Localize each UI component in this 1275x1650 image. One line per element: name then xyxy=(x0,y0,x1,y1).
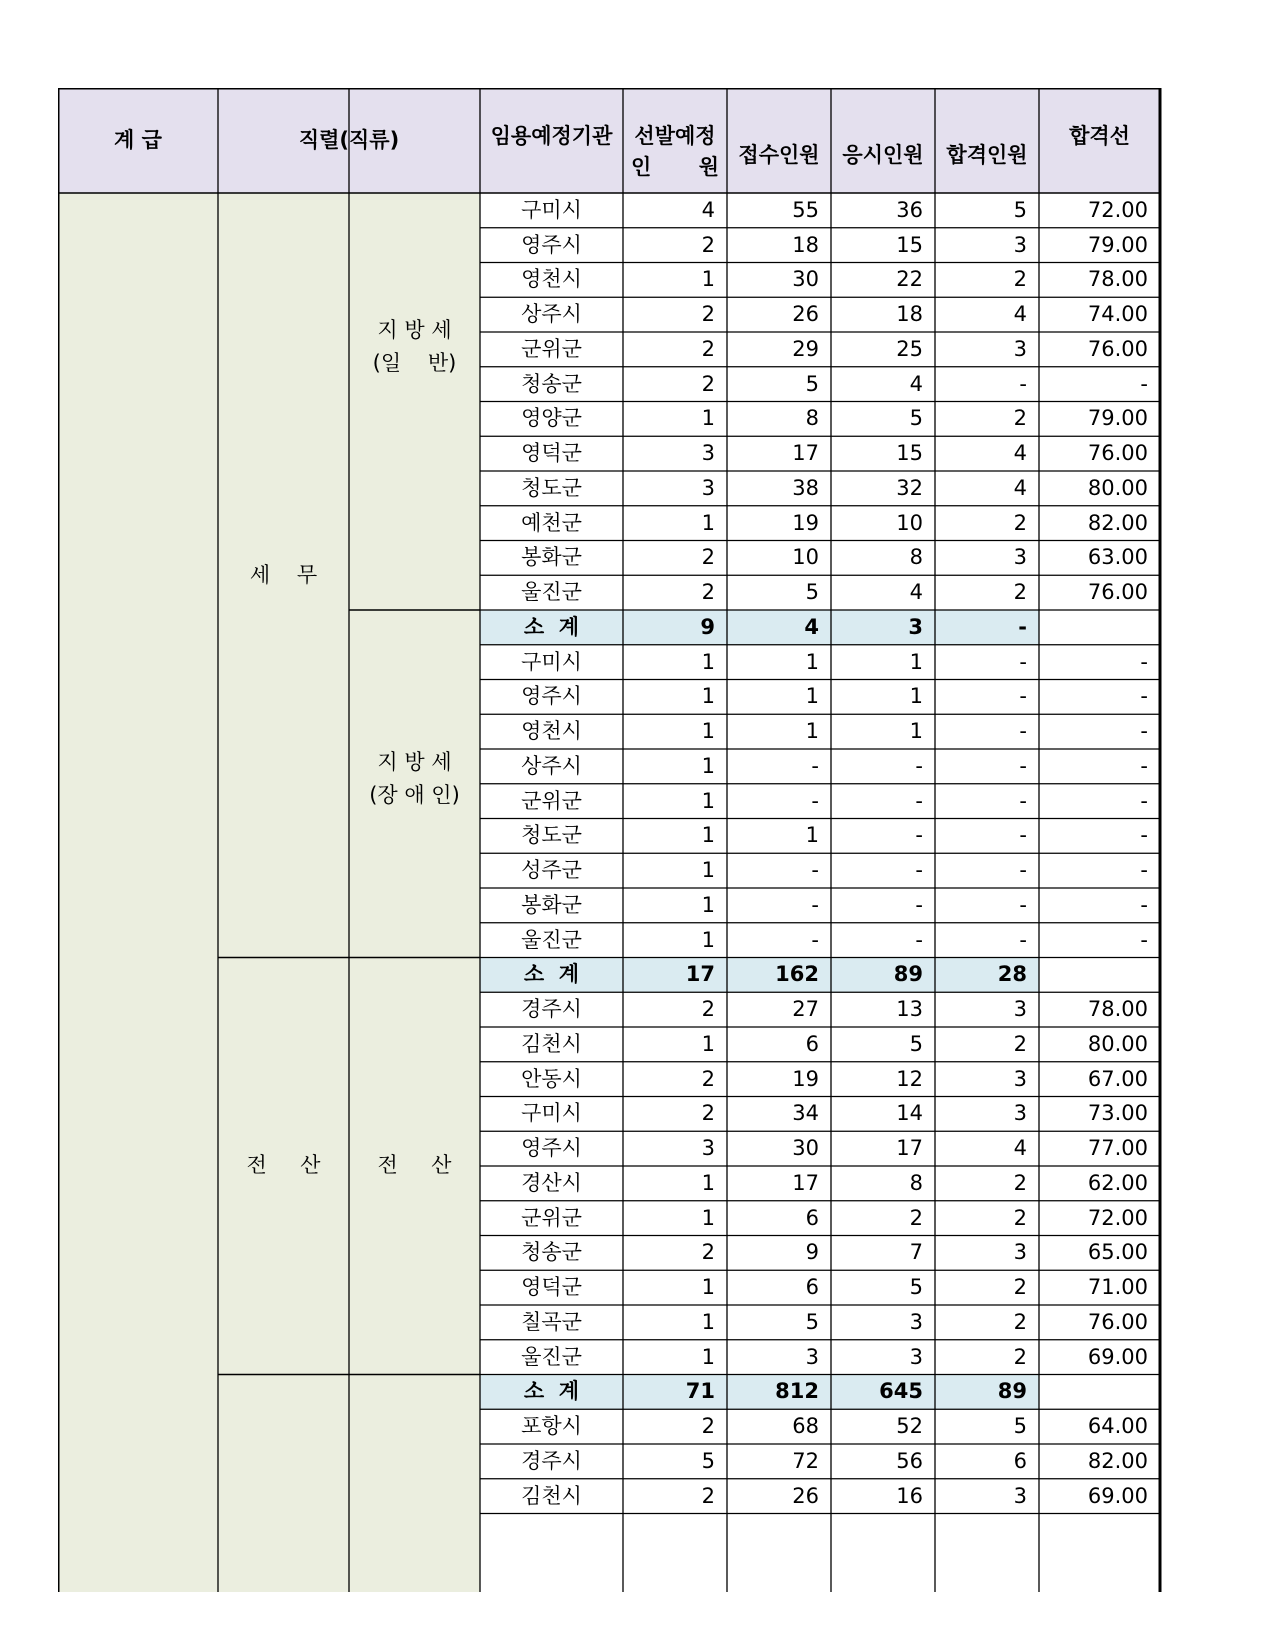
group-jeonsan-class-label xyxy=(349,957,480,1374)
planned-cell: 2 xyxy=(701,1483,715,1508)
planned-cell: 1 xyxy=(701,1275,715,1300)
passed-cell: 4 xyxy=(1013,1136,1027,1161)
planned-cell: 1 xyxy=(701,684,715,709)
passed-cell: 2 xyxy=(1013,580,1027,605)
cutoff-cell: 71.00 xyxy=(1087,1275,1148,1300)
examined-cell: 32 xyxy=(896,475,923,500)
agency-cell: 청도군 xyxy=(521,475,582,500)
passed-cell: 3 xyxy=(1013,336,1027,361)
agency-cell: 경주시 xyxy=(521,1448,582,1473)
examined-cell: 3 xyxy=(908,614,923,639)
cutoff-cell: - xyxy=(1140,823,1148,848)
examined-cell: 1 xyxy=(909,684,923,709)
agency-cell: 영천시 xyxy=(521,267,582,292)
planned-cell: 1 xyxy=(701,892,715,917)
header-agency: 임용예정기관 xyxy=(490,124,613,148)
examined-cell: 10 xyxy=(896,510,923,535)
planned-cell: 1 xyxy=(701,858,715,883)
passed-cell: - xyxy=(1019,858,1027,883)
examined-cell: 4 xyxy=(909,371,923,396)
received-cell: 38 xyxy=(792,475,819,500)
planned-cell: 3 xyxy=(701,1136,715,1161)
planned-cell: 1 xyxy=(701,1344,715,1369)
header-job-series: 직렬(직류) xyxy=(298,128,400,152)
header-passed: 합격인원 xyxy=(946,143,1028,167)
examined-cell: 25 xyxy=(896,336,923,361)
jeonsan-class-text: 전 산 xyxy=(377,1153,452,1178)
planned-cell: 2 xyxy=(701,580,715,605)
group-jeonsan-series-label xyxy=(218,957,349,1374)
received-cell: 1 xyxy=(805,719,819,744)
agency-cell: 군위군 xyxy=(521,788,582,813)
received-cell: 6 xyxy=(805,1031,819,1056)
passed-cell: 3 xyxy=(1013,1101,1027,1126)
semu-text: 세 무 xyxy=(249,562,318,587)
cutoff-cell: 79.00 xyxy=(1087,232,1148,257)
cutoff-cell: - xyxy=(1140,858,1148,883)
passed-cell: 2 xyxy=(1013,1170,1027,1195)
cutoff-cell: - xyxy=(1140,892,1148,917)
cutoff-cell xyxy=(1039,610,1160,645)
cutoff-cell: - xyxy=(1140,719,1148,744)
examined-cell: 22 xyxy=(896,267,923,292)
received-cell: 72 xyxy=(792,1448,819,1473)
received-cell: 1 xyxy=(805,684,819,709)
agency-cell: 김천시 xyxy=(521,1483,582,1508)
examined-cell: - xyxy=(915,788,923,813)
planned-cell: 5 xyxy=(701,1448,715,1473)
result-sheet xyxy=(58,88,1218,1592)
examined-cell: 56 xyxy=(896,1448,923,1473)
passed-cell: 2 xyxy=(1013,1205,1027,1230)
planned-cell: 1 xyxy=(701,1170,715,1195)
local-general-line1: 지 방 세 xyxy=(377,317,452,342)
examined-cell: 7 xyxy=(909,1240,923,1265)
planned-cell: 3 xyxy=(701,475,715,500)
examined-cell: 8 xyxy=(909,1170,923,1195)
received-cell: 17 xyxy=(792,441,819,466)
examined-cell: 12 xyxy=(896,1066,923,1091)
agency-cell: 봉화군 xyxy=(521,545,582,570)
passed-cell: 3 xyxy=(1013,1240,1027,1265)
planned-cell: 1 xyxy=(701,823,715,848)
agency-cell: 성주군 xyxy=(521,858,582,883)
examined-cell: - xyxy=(915,892,923,917)
agency-cell: 예천군 xyxy=(521,510,582,535)
examined-cell: 645 xyxy=(879,1379,923,1404)
header-examined: 응시인원 xyxy=(842,143,924,167)
cutoff-cell: 77.00 xyxy=(1087,1136,1148,1161)
header-planned-line1: 선발예정 xyxy=(634,124,716,148)
passed-cell: 3 xyxy=(1013,1066,1027,1091)
header-cutoff: 합격선 xyxy=(1069,124,1130,148)
examined-cell: - xyxy=(915,858,923,883)
received-cell: 55 xyxy=(792,197,819,222)
cutoff-cell: 79.00 xyxy=(1087,406,1148,431)
examined-cell: - xyxy=(915,753,923,778)
passed-cell: 3 xyxy=(1013,997,1027,1022)
cutoff-cell: 78.00 xyxy=(1087,267,1148,292)
received-cell: 26 xyxy=(792,302,819,327)
received-cell: 9 xyxy=(805,1240,819,1265)
agency-cell: 상주시 xyxy=(521,302,582,327)
agency-cell: 군위군 xyxy=(521,1205,582,1230)
agency-cell: 청송군 xyxy=(521,1240,582,1265)
passed-cell: 4 xyxy=(1013,441,1027,466)
received-cell: 5 xyxy=(805,1309,819,1334)
cutoff-cell: 69.00 xyxy=(1087,1344,1148,1369)
examined-cell: 16 xyxy=(896,1483,923,1508)
passed-cell: 2 xyxy=(1013,510,1027,535)
planned-cell: 2 xyxy=(701,997,715,1022)
received-cell: 26 xyxy=(792,1483,819,1508)
passed-cell: 6 xyxy=(1013,1448,1027,1473)
passed-cell: 2 xyxy=(1013,1309,1027,1334)
group-local-disabled-label xyxy=(349,610,480,957)
agency-cell: 경산시 xyxy=(521,1170,582,1195)
passed-cell: - xyxy=(1019,371,1027,396)
local-disabled-line1: 지 방 세 xyxy=(377,749,452,774)
examined-cell: 18 xyxy=(896,302,923,327)
examined-cell: 4 xyxy=(909,580,923,605)
header-planned xyxy=(623,88,727,193)
passed-cell: - xyxy=(1019,684,1027,709)
agency-cell: 구미시 xyxy=(521,649,582,674)
received-cell: - xyxy=(811,858,819,883)
header-planned-in: 인 xyxy=(631,155,652,179)
examined-cell: - xyxy=(915,927,923,952)
planned-cell: 2 xyxy=(701,1066,715,1091)
group-local-general-label xyxy=(349,193,480,610)
cutoff-cell: 76.00 xyxy=(1087,580,1148,605)
planned-cell: 2 xyxy=(701,302,715,327)
cutoff-cell: 67.00 xyxy=(1087,1066,1148,1091)
agency-cell: 칠곡군 xyxy=(521,1309,582,1334)
examined-cell: 15 xyxy=(896,232,923,257)
passed-cell: 4 xyxy=(1013,302,1027,327)
passed-cell: 3 xyxy=(1013,1483,1027,1508)
passed-cell: 3 xyxy=(1013,545,1027,570)
agency-cell: 경주시 xyxy=(521,997,582,1022)
passed-cell: 2 xyxy=(1013,1275,1027,1300)
examined-cell: 5 xyxy=(909,1031,923,1056)
passed-cell: - xyxy=(1019,927,1027,952)
planned-cell: 1 xyxy=(701,510,715,535)
cutoff-cell: 76.00 xyxy=(1087,1309,1148,1334)
examined-cell: 2 xyxy=(909,1205,923,1230)
passed-cell: 5 xyxy=(1013,197,1027,222)
received-cell: 162 xyxy=(775,962,819,987)
header-planned-won: 원 xyxy=(698,155,719,179)
agency-cell: 영양군 xyxy=(521,406,582,431)
cutoff-cell: 80.00 xyxy=(1087,1031,1148,1056)
planned-cell: 2 xyxy=(701,371,715,396)
passed-cell: - xyxy=(1019,788,1027,813)
planned-cell: 2 xyxy=(701,336,715,361)
cutoff-cell xyxy=(1039,1375,1160,1410)
passed-cell: 4 xyxy=(1013,475,1027,500)
planned-cell: 2 xyxy=(701,1414,715,1439)
agency-cell: 울진군 xyxy=(521,580,582,605)
agency-cell: 영주시 xyxy=(521,1136,582,1161)
group-semu-label xyxy=(218,193,349,957)
examined-cell: 3 xyxy=(909,1344,923,1369)
cutoff-cell: - xyxy=(1140,684,1148,709)
cutoff-cell: 80.00 xyxy=(1087,475,1148,500)
planned-cell: 1 xyxy=(701,1031,715,1056)
planned-cell: 2 xyxy=(701,545,715,570)
cutoff-cell: 73.00 xyxy=(1087,1101,1148,1126)
planned-cell: 2 xyxy=(701,1101,715,1126)
planned-cell: 4 xyxy=(701,197,715,222)
agency-cell: 군위군 xyxy=(521,336,582,361)
planned-cell: 2 xyxy=(701,1240,715,1265)
cutoff-cell: - xyxy=(1140,649,1148,674)
subtotal-label: 소 계 xyxy=(523,962,580,987)
received-cell: - xyxy=(811,753,819,778)
passed-cell: 3 xyxy=(1013,232,1027,257)
cutoff-cell: 82.00 xyxy=(1087,1448,1148,1473)
agency-cell: 울진군 xyxy=(521,1344,582,1369)
planned-cell: 1 xyxy=(701,406,715,431)
cutoff-cell: - xyxy=(1140,753,1148,778)
cutoff-cell: 82.00 xyxy=(1087,510,1148,535)
received-cell: 6 xyxy=(805,1275,819,1300)
received-cell: 1 xyxy=(805,823,819,848)
planned-cell: 9 xyxy=(700,614,715,639)
planned-cell: 17 xyxy=(685,962,715,987)
examined-cell: 1 xyxy=(909,649,923,674)
received-cell: - xyxy=(811,892,819,917)
received-cell: 10 xyxy=(792,545,819,570)
planned-cell: 3 xyxy=(701,441,715,466)
received-cell: 6 xyxy=(805,1205,819,1230)
agency-cell: 영덕군 xyxy=(521,441,582,466)
received-cell: 29 xyxy=(792,336,819,361)
passed-cell: - xyxy=(1019,719,1027,744)
agency-cell: 울진군 xyxy=(521,927,582,952)
header-grade: 계 급 xyxy=(114,128,162,152)
agency-cell: 영주시 xyxy=(521,232,582,257)
cutoff-cell: 64.00 xyxy=(1087,1414,1148,1439)
planned-cell: 1 xyxy=(701,927,715,952)
passed-cell: 2 xyxy=(1013,1031,1027,1056)
agency-cell: 청송군 xyxy=(521,371,582,396)
received-cell: 68 xyxy=(792,1414,819,1439)
examined-cell: 17 xyxy=(896,1136,923,1161)
examined-cell: 89 xyxy=(893,962,923,987)
received-cell: 1 xyxy=(805,649,819,674)
planned-cell: 1 xyxy=(701,649,715,674)
agency-cell: 봉화군 xyxy=(521,892,582,917)
planned-cell: 71 xyxy=(685,1379,715,1404)
received-cell: 27 xyxy=(792,997,819,1022)
cutoff-cell: 63.00 xyxy=(1087,545,1148,570)
received-cell: 19 xyxy=(792,510,819,535)
agency-cell: 구미시 xyxy=(521,197,582,222)
cutoff-cell: 72.00 xyxy=(1087,1205,1148,1230)
received-cell: 34 xyxy=(792,1101,819,1126)
examined-cell: 52 xyxy=(896,1414,923,1439)
examined-cell: 5 xyxy=(909,406,923,431)
cutoff-cell: 76.00 xyxy=(1087,336,1148,361)
examined-cell: 15 xyxy=(896,441,923,466)
received-cell: 18 xyxy=(792,232,819,257)
planned-cell: 1 xyxy=(701,267,715,292)
planned-cell: 1 xyxy=(701,1309,715,1334)
subtotal-label: 소 계 xyxy=(523,1379,580,1404)
received-cell: 812 xyxy=(775,1379,819,1404)
planned-cell: 1 xyxy=(701,719,715,744)
passed-cell: 2 xyxy=(1013,406,1027,431)
examined-cell: 8 xyxy=(909,545,923,570)
passed-cell: - xyxy=(1019,892,1027,917)
planned-cell: 2 xyxy=(701,232,715,257)
agency-cell: 구미시 xyxy=(521,1101,582,1126)
cutoff-cell: - xyxy=(1140,371,1148,396)
received-cell: 3 xyxy=(805,1344,819,1369)
examined-cell: 13 xyxy=(896,997,923,1022)
passed-cell: 28 xyxy=(997,962,1027,987)
cutoff-cell: 72.00 xyxy=(1087,197,1148,222)
passed-cell: - xyxy=(1019,753,1027,778)
examined-cell: 1 xyxy=(909,719,923,744)
cutoff-cell: 62.00 xyxy=(1087,1170,1148,1195)
cutoff-cell: 65.00 xyxy=(1087,1240,1148,1265)
planned-cell: 1 xyxy=(701,753,715,778)
cutoff-cell xyxy=(1039,958,1160,993)
cutoff-cell: 76.00 xyxy=(1087,441,1148,466)
received-cell: 30 xyxy=(792,267,819,292)
received-cell: - xyxy=(811,927,819,952)
agency-cell: 영천시 xyxy=(521,719,582,744)
cutoff-cell: - xyxy=(1140,927,1148,952)
agency-cell: 안동시 xyxy=(521,1066,582,1091)
planned-cell: 1 xyxy=(701,788,715,813)
received-cell: 19 xyxy=(792,1066,819,1091)
local-general-line2: (일 반) xyxy=(372,350,457,375)
received-cell: 4 xyxy=(804,614,819,639)
agency-cell: 영주시 xyxy=(521,684,582,709)
received-cell: 5 xyxy=(805,371,819,396)
received-cell: 17 xyxy=(792,1170,819,1195)
examined-cell: 5 xyxy=(909,1275,923,1300)
examined-cell: 14 xyxy=(896,1101,923,1126)
passed-cell: - xyxy=(1018,614,1027,639)
passed-cell: 2 xyxy=(1013,267,1027,292)
local-disabled-line2: (장 애 인) xyxy=(369,782,460,807)
passed-cell: 5 xyxy=(1013,1414,1027,1439)
agency-cell: 포항시 xyxy=(521,1414,582,1439)
received-cell: 5 xyxy=(805,580,819,605)
agency-cell: 청도군 xyxy=(521,823,582,848)
examined-cell: 36 xyxy=(896,197,923,222)
passed-cell: 2 xyxy=(1013,1344,1027,1369)
received-cell: 8 xyxy=(805,406,819,431)
planned-cell: 1 xyxy=(701,1205,715,1230)
passed-cell: - xyxy=(1019,649,1027,674)
header-planned-line2 xyxy=(623,147,727,178)
cutoff-cell: 74.00 xyxy=(1087,302,1148,327)
agency-cell: 상주시 xyxy=(521,753,582,778)
cutoff-cell: 69.00 xyxy=(1087,1483,1148,1508)
agency-cell: 김천시 xyxy=(521,1031,582,1056)
agency-cell: 영덕군 xyxy=(521,1275,582,1300)
examined-cell: - xyxy=(915,823,923,848)
cutoff-cell: 78.00 xyxy=(1087,997,1148,1022)
received-cell: 30 xyxy=(792,1136,819,1161)
received-cell: - xyxy=(811,788,819,813)
cutoff-cell: - xyxy=(1140,788,1148,813)
header-received: 접수인원 xyxy=(738,143,820,167)
examined-cell: 3 xyxy=(909,1309,923,1334)
passed-cell: - xyxy=(1019,823,1027,848)
passed-cell: 89 xyxy=(997,1379,1027,1404)
jeonsan-series-text: 전 산 xyxy=(246,1153,321,1178)
subtotal-label: 소 계 xyxy=(523,614,580,639)
